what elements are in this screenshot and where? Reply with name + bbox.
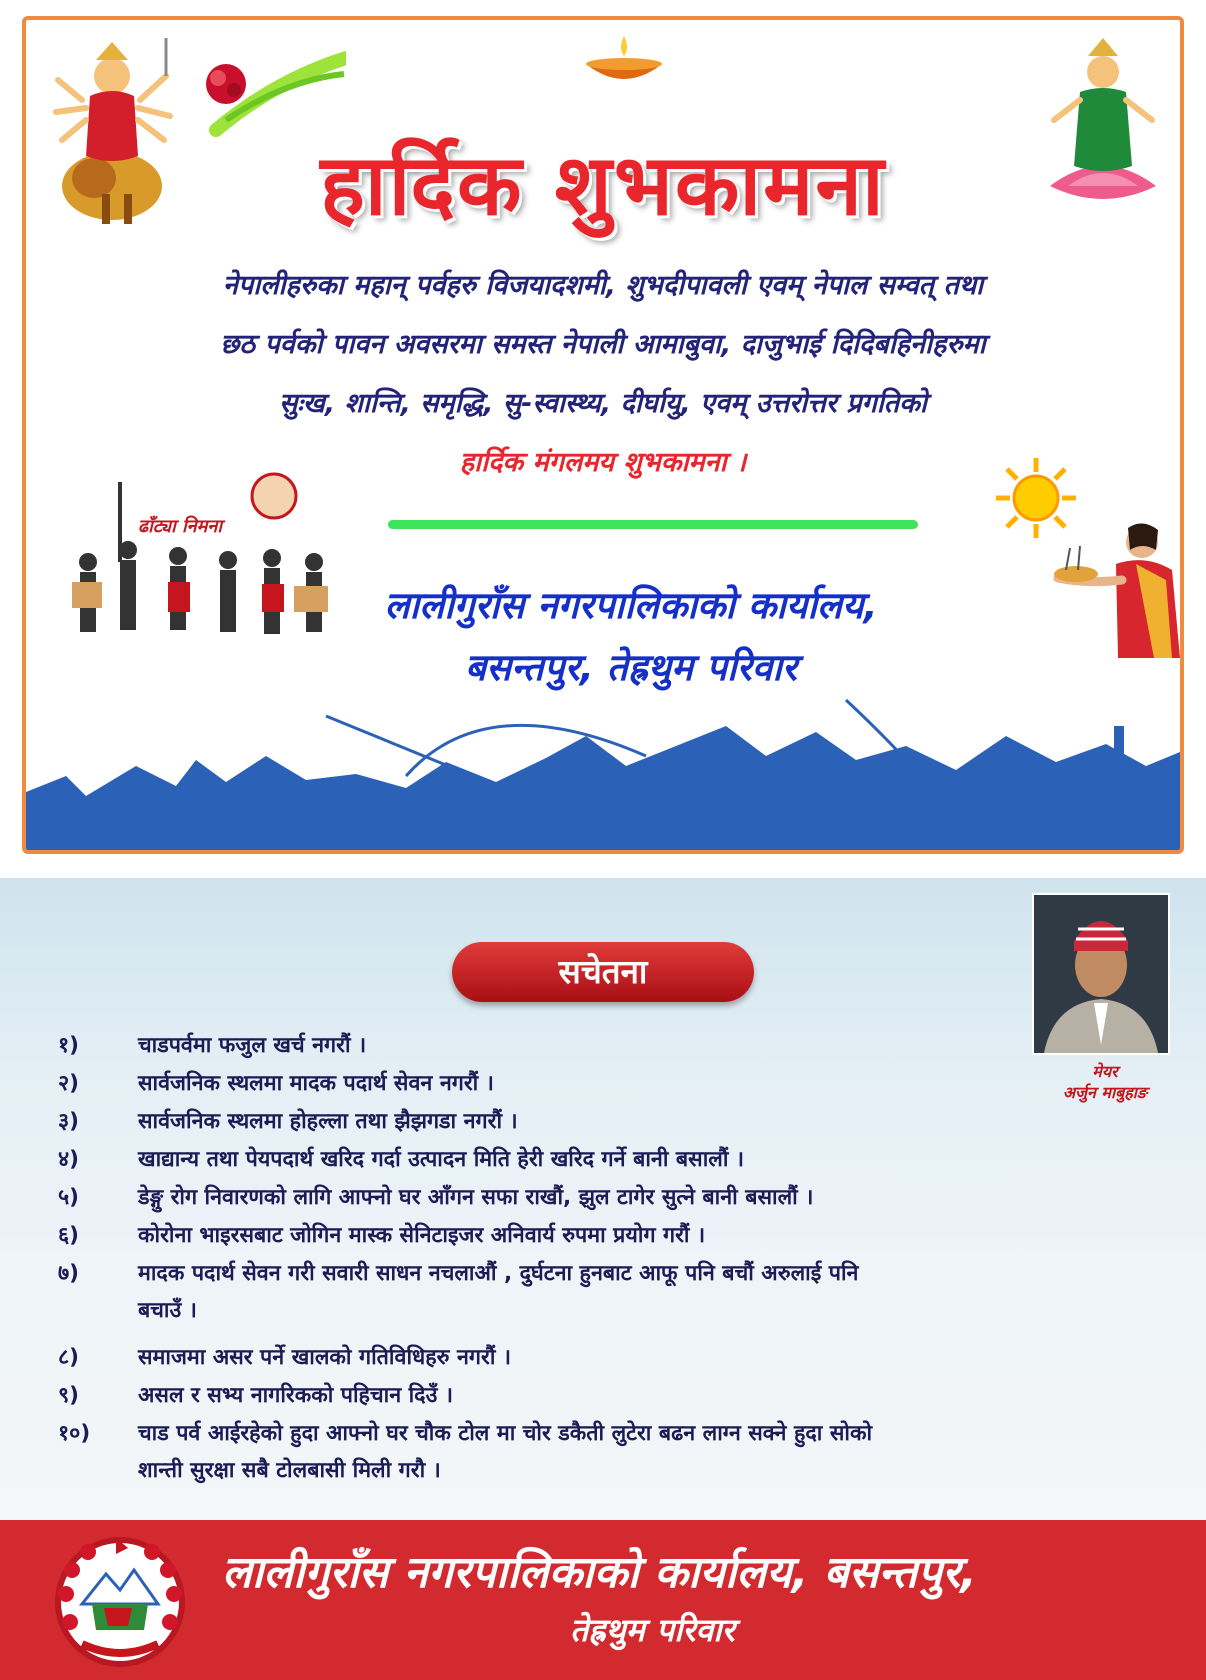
notice-item-text: मादक पदार्थ सेवन गरी सवारी साधन नचलाऔं , दुर्घटना हुनबाट आफू पनि बचौं अरुलाई पनि xyxy=(138,1261,859,1286)
notice-item-number: ४) xyxy=(58,1147,80,1172)
message-line-highlight: हार्दिक मंगलमय शुभकामना । xyxy=(459,447,747,478)
notice-item xyxy=(58,1258,1128,1342)
notice-item-text: चाडपर्वमा फजुल खर्च नगरौं । xyxy=(138,1033,367,1058)
notice-item xyxy=(58,1068,1128,1106)
notice-item-number: ७) xyxy=(58,1261,80,1286)
notice-item-text-continued: बचाउँ । xyxy=(138,1298,197,1323)
notice-item xyxy=(58,1418,1128,1502)
message-line: नेपालीहरुका महान् पर्वहरु विजयादशमी, शुभदीपावली एवम् नेपाल सम्वत् तथा xyxy=(222,270,984,301)
chhath-woman-icon xyxy=(1046,520,1184,658)
notice-item-text: असल र सभ्य नागरिकको पहिचान दिउँ । xyxy=(138,1383,454,1408)
notice-item-number: १) xyxy=(58,1033,80,1058)
notice-item xyxy=(58,1030,1128,1068)
notice-item xyxy=(58,1106,1128,1144)
card-title: हार्दिक शुभकामना xyxy=(320,136,886,234)
notice-item-number: ८) xyxy=(58,1345,80,1370)
dancers-label: ढाँट्या निमना xyxy=(138,516,223,537)
notice-item-number: ३) xyxy=(58,1109,80,1134)
notice-item-text: सार्वजनिक स्थलमा मादक पदार्थ सेवन नगरौं । xyxy=(138,1071,494,1096)
notice-title: सचेतना xyxy=(452,942,754,1002)
footer-line-1: लालीगुराँस नगरपालिकाको कार्यालय, बसन्तपुर, xyxy=(222,1547,977,1598)
mayor-name: अर्जुन माबुहाङ xyxy=(1062,1083,1148,1102)
signature-line-1: लालीगुराँस नगरपालिकाको कार्यालय, xyxy=(384,584,878,627)
notice-item-text: डेङ्गु रोग निवारणको लागि आफ्नो घर आँगन सफा राखौं, झुल टागेर सुत्ने बानी बसालौं । xyxy=(138,1185,814,1210)
notice-item-number: ९) xyxy=(58,1383,80,1408)
notice-item-number: २) xyxy=(58,1071,80,1096)
greeting-message xyxy=(86,256,1120,492)
notice-item xyxy=(58,1182,1128,1220)
notice-item-number: ५) xyxy=(58,1185,80,1210)
notice-item-text: सार्वजनिक स्थलमा होहल्ला तथा झैझगडा नगरौं । xyxy=(138,1109,518,1134)
notice-item xyxy=(58,1220,1128,1258)
nepal-emblem-icon xyxy=(52,1534,188,1670)
notice-item-text: खाद्यान्य तथा पेयपदार्थ खरिद गर्दा उत्पादन मिति हेरी खरिद गर्ने बानी बसालौं । xyxy=(138,1147,745,1172)
kathmandu-skyline-icon xyxy=(26,696,1180,854)
notice-item-text: कोरोना भाइरसबाट जोगिन मास्क सेनिटाइजर अनिवार्य रुपमा प्रयोग गरौं । xyxy=(138,1223,706,1248)
notice-list xyxy=(58,1030,1128,1502)
mayor-role: मेयर xyxy=(1092,1062,1118,1081)
notice-item xyxy=(58,1342,1128,1380)
notice-item-text: समाजमा असर पर्ने खालको गतिविधिहरु नगरौं । xyxy=(138,1345,512,1370)
notice-item-text-continued: शान्ती सुरक्षा सबै टोलबासी मिली गरौ । xyxy=(138,1458,441,1483)
signature-line-2: बसन्तपुर, तेह्रथुम परिवार xyxy=(464,646,798,689)
message-line: सुःख, शान्ति, समृद्धि, सु-स्वास्थ्य, दीर्घायु, एवम् उत्तरोत्तर प्रगतिको xyxy=(279,388,927,419)
notice-item-number: ६) xyxy=(58,1223,80,1248)
footer-line-2: तेह्रथुम परिवार xyxy=(570,1611,735,1649)
divider xyxy=(388,520,918,529)
greeting-card xyxy=(22,16,1184,854)
notice-item xyxy=(58,1144,1128,1182)
notice-item-text: चाड पर्व आईरहेको हुदा आफ्नो घर चौक टोल मा चोर डकैती लुटेरा बढन लाग्न सक्ने हुदा सोको xyxy=(138,1421,873,1446)
message-line: छठ पर्वको पावन अवसरमा समस्त नेपाली आमाबुवा, दाजुभाई दिदिबहिनीहरुमा xyxy=(220,329,986,360)
notice-item xyxy=(58,1380,1128,1418)
footer-banner xyxy=(0,1520,1206,1680)
diya-lamp-icon xyxy=(574,34,674,94)
notice-item-number: १०) xyxy=(58,1421,91,1446)
